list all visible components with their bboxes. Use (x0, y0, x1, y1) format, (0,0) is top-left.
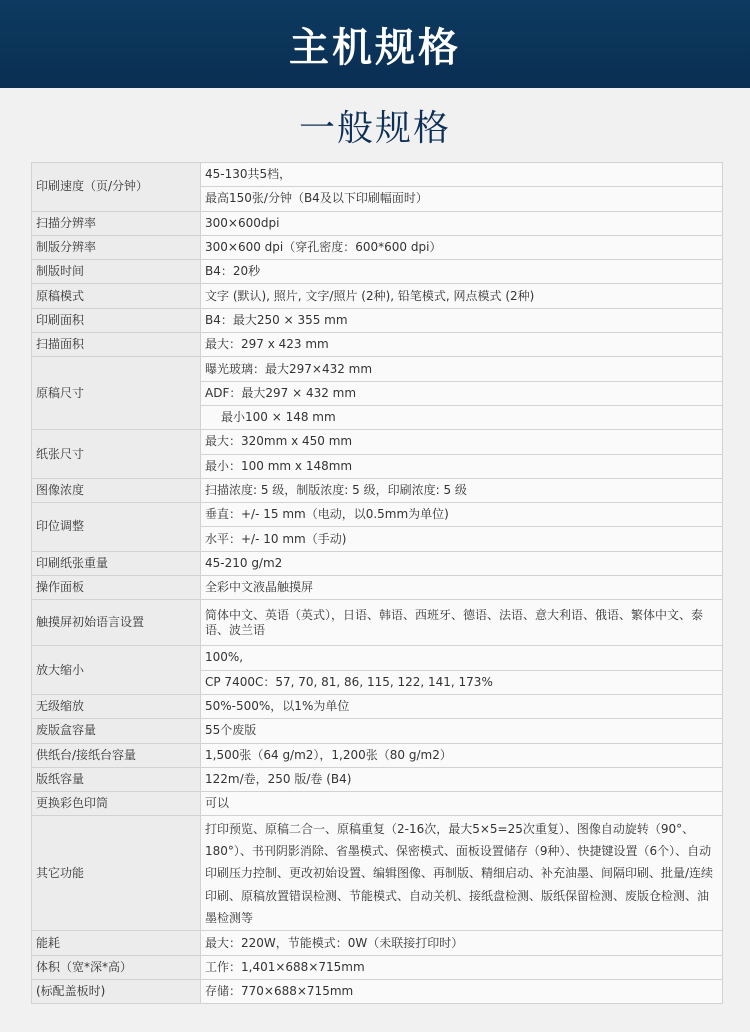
spec-label: 体积（宽*深*高） (32, 955, 201, 979)
spec-row-paper-size (32, 430, 723, 454)
spec-value: 简体中文、英语（英式），日语、韩语、西班牙、德语、法语、意大利语、俄语、繁体中文、泰语、波兰语 (201, 600, 723, 646)
page-title: 主机规格 (289, 24, 461, 71)
spec-row-master-time (32, 260, 723, 284)
spec-value: 45-130共5档， (201, 163, 723, 187)
spec-row-print-area (32, 308, 723, 332)
spec-label: 印刷速度（页/分钟） (32, 163, 201, 212)
spec-label: 废版盒容量 (32, 719, 201, 743)
specs-table (31, 162, 723, 1004)
spec-row-print-speed (32, 163, 723, 187)
spec-value: 300×600 dpi（穿孔密度：600*600 dpi） (201, 235, 723, 259)
spec-value: 122m/卷，250 版/卷 (B4) (201, 767, 723, 791)
spec-label: 无级缩放 (32, 694, 201, 718)
spec-value: 工作：1,401×688×715mm (201, 955, 723, 979)
spec-label: 图像浓度 (32, 478, 201, 502)
spec-value: 300×600dpi (201, 211, 723, 235)
spec-row-tray-capacity (32, 743, 723, 767)
spec-label: 印位调整 (32, 503, 201, 552)
spec-label: 制版时间 (32, 260, 201, 284)
spec-value: 45-210 g/m2 (201, 551, 723, 575)
spec-row-control-panel (32, 576, 723, 600)
spec-value: 最大：297 x 423 mm (201, 333, 723, 357)
spec-value: 曝光玻璃：最大297×432 mm (201, 357, 723, 381)
spec-value: CP 7400C：57, 70, 81, 86, 115, 122, 141, 173% (201, 670, 723, 694)
section-header (0, 88, 750, 162)
spec-row-zoom (32, 646, 723, 670)
spec-value: 垂直：+/- 15 mm（电动，以0.5mm为单位) (201, 503, 723, 527)
spec-row-original-size (32, 357, 723, 381)
spec-label: 扫描分辨率 (32, 211, 201, 235)
spec-row-power (32, 931, 723, 955)
spec-label: 其它功能 (32, 816, 201, 931)
spec-value: 最大：220W，节能模式：0W（未联接打印时） (201, 931, 723, 955)
spec-value: 最高150张/分钟（B4及以下印刷幅面时） (201, 187, 723, 211)
spec-value: 打印预览、原稿二合一、原稿重复（2-16次，最大5×5=25次重复）、图像自动旋转（90°、180°）、书刊阴影消除、省墨模式、保密模式、面板设置储存（9种）、快捷键设置（6个）、自动印刷压力控制、更改初始设置、编辑图像、再制版、精细启动、补充油墨、间隔印刷、批量/连续印刷、原稿放置错误检测、节能模式、自动关机、接纸盘检测、版纸保留检测、废版仓检测、油墨检测等 (201, 816, 723, 931)
spec-value: 最小：100 mm x 148mm (201, 454, 723, 478)
spec-value: 100%, (201, 646, 723, 670)
spec-label: 供纸台/接纸台容量 (32, 743, 201, 767)
spec-value: 55个废版 (201, 719, 723, 743)
spec-row-languages (32, 600, 723, 646)
spec-label: 更换彩色印筒 (32, 792, 201, 816)
spec-row-paper-weight (32, 551, 723, 575)
spec-value: 最小100 × 148 mm (201, 405, 723, 429)
spec-value: ADF：最大297 × 432 mm (201, 381, 723, 405)
spec-label: 操作面板 (32, 576, 201, 600)
spec-label: 放大缩小 (32, 646, 201, 695)
spec-label: 版纸容量 (32, 767, 201, 791)
spec-value: 扫描浓度: 5 级，制版浓度: 5 级，印刷浓度: 5 级 (201, 478, 723, 502)
spec-row-scan-area (32, 333, 723, 357)
spec-row-dimensions (32, 955, 723, 979)
spec-value: B4：20秒 (201, 260, 723, 284)
spec-row-waste-box (32, 719, 723, 743)
spec-value: B4：最大250 × 355 mm (201, 308, 723, 332)
spec-label: 触摸屏初始语言设置 (32, 600, 201, 646)
spec-value: 可以 (201, 792, 723, 816)
spec-row-color-drum (32, 792, 723, 816)
spec-label: (标配盖板时) (32, 980, 201, 1004)
spec-row-stepless-zoom (32, 694, 723, 718)
spec-row-position-adjust (32, 503, 723, 527)
spec-value: 50%-500%，以1%为单位 (201, 694, 723, 718)
spec-value: 存储：770×688×715mm (201, 980, 723, 1004)
spec-row-master-capacity (32, 767, 723, 791)
spec-row-original-mode (32, 284, 723, 308)
spec-label: 原稿模式 (32, 284, 201, 308)
spec-label: 原稿尺寸 (32, 357, 201, 430)
spec-label: 能耗 (32, 931, 201, 955)
spec-value: 全彩中文液晶触摸屏 (201, 576, 723, 600)
spec-value: 最大：320mm x 450 mm (201, 430, 723, 454)
spec-label: 制版分辨率 (32, 235, 201, 259)
spec-row-scan-resolution (32, 211, 723, 235)
spec-row-other-functions (32, 816, 723, 931)
section-title: 一般规格 (298, 107, 451, 149)
spec-label: 印刷面积 (32, 308, 201, 332)
spec-label: 纸张尺寸 (32, 430, 201, 479)
spec-value: 文字 (默认), 照片, 文字/照片 (2种), 铅笔模式, 网点模式 (2种) (201, 284, 723, 308)
spec-value: 1,500张（64 g/m2），1,200张（80 g/m2） (201, 743, 723, 767)
header-banner (0, 0, 750, 88)
spec-label: 印刷纸张重量 (32, 551, 201, 575)
spec-value: 水平：+/- 10 mm（手动) (201, 527, 723, 551)
spec-label: 扫描面积 (32, 333, 201, 357)
spec-row-dimensions-storage (32, 980, 723, 1004)
spec-row-image-density (32, 478, 723, 502)
spec-row-master-resolution (32, 235, 723, 259)
